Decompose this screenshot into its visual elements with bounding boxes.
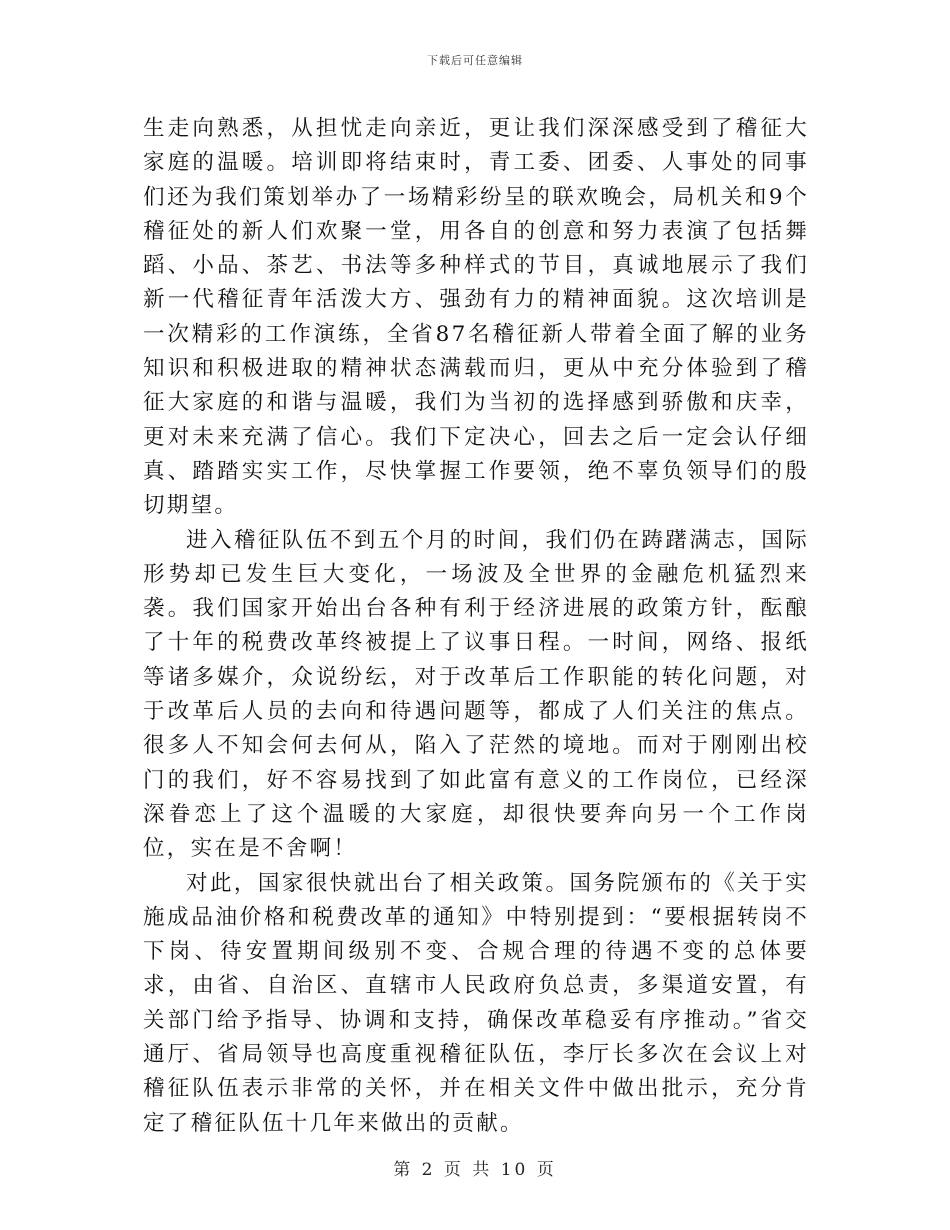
paragraph-reform: 进入稽征队伍不到五个月的时间，我们仍在踌躇满志，国际形势却已发生巨大变化，一场波及全世界的金融危机猛烈来袭。我们国家开始出台各种有利于经济进展的政策方针，酝酿了十年的税费改革终被提上了议事日程。一时间，网络、报纸等诸多媒介，众说纷纭，对于改革后工作职能的转化问题，对于改革后人员的去向和待遇问题等，都成了人们关注的焦点。很多人不知会何去何从，陷入了茫然的境地。而对于刚刚出校门的我们，好不容易找到了如此富有意义的工作岗位，已经深深眷恋上了这个温暖的大家庭，却很快要奔向另一个工作岗位，实在是不舍啊！ (143, 527, 809, 862)
page-number-footer: 第 2 页 共 10 页 (393, 1160, 557, 1180)
page-header-note: 下载后可任意编辑 (427, 54, 523, 67)
document-body (143, 112, 809, 1141)
paragraph-policy: 对此，国家很快就出台了相关政策。国务院颁布的《关于实施成品油价格和税费改革的通知》中特别提到：“要根据转岗不下岗、待安置期间级别不变、合规合理的待遇不变的总体要求，由省、自治区、直辖市人民政府负总责，多渠道安置，有关部门给予指导、协调和支持，确保改革稳妥有序推动。”省交通厅、省局领导也高度重视稽征队伍，李厅长多次在会议上对稽征队伍表示非常的关怀，并在相关文件中做出批示，充分肯定了稽征队伍十几年来做出的贡献。 (143, 870, 809, 1136)
paragraph-continued: 生走向熟悉，从担忧走向亲近，更让我们深深感受到了稽征大家庭的温暖。培训即将结束时，青工委、团委、人事处的同事们还为我们策划举办了一场精彩纷呈的联欢晚会，局机关和9个稽征处的新人们欢聚一堂，用各自的创意和努力表演了包括舞蹈、小品、茶艺、书法等多种样式的节目，真诚地展示了我们新一代稽征青年活泼大方、强劲有力的精神面貌。这次培训是一次精彩的工作演练，全省87名稽征新人带着全面了解的业务知识和积极进取的精神状态满载而归，更从中充分体验到了稽征大家庭的和谐与温暖，我们为当初的选择感到骄傲和庆幸，更对未来充满了信心。我们下定决心，回去之后一定会认仔细真、踏踏实实工作，尽快掌握工作要领，绝不辜负领导们的殷切期望。 (143, 116, 809, 519)
